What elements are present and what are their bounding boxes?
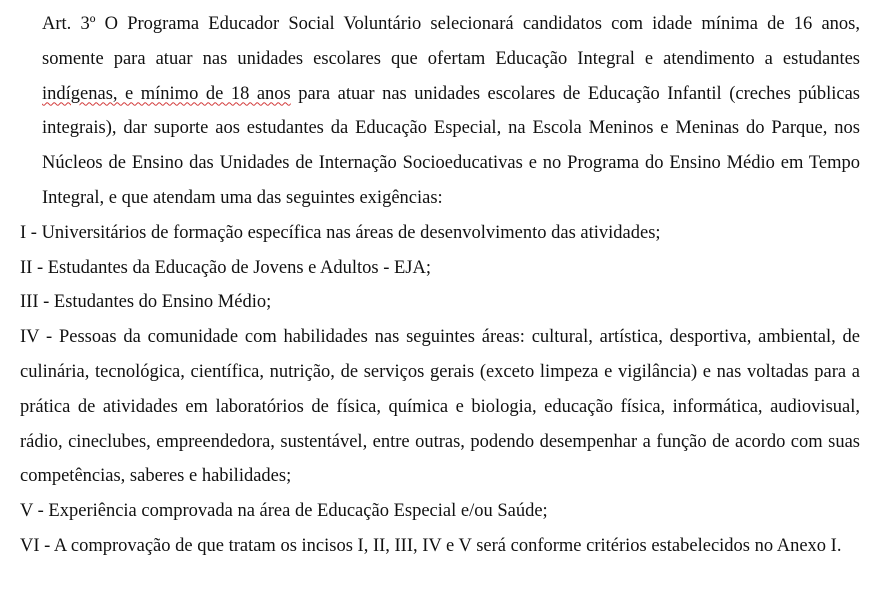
item-iii: III - Estudantes do Ensino Médio;: [20, 292, 272, 313]
spellcheck-flagged-text: indígenas, e mínimo de 18 anos: [42, 83, 291, 104]
item-vi: VI - A comprovação de que tratam os incisos I, II, III, IV e V será conforme critérios estabelecidos no Anexo I.: [20, 535, 842, 556]
item-ii: II - Estudantes da Educação de Jovens e Adultos - EJA;: [20, 257, 432, 278]
document-body: [20, 7, 860, 564]
article-3-text-end: para atuar nas unidades escolares de Educação Infantil (creches públicas integrais), dar suporte aos estudantes da Educação Especial, na Escola Meninos e Meninas do Parque, nos Núcleos de Ensino das Unidades de Internação Socioeducativas e no Programa do Ensino Médio em Tempo Integral, e que atendam uma das seguintes exigências:: [42, 83, 860, 208]
article-3-paragraph: [20, 7, 860, 216]
item-i: I - Universitários de formação específica nas áreas de desenvolvimento das atividades;: [20, 222, 661, 243]
item-v: V - Experiência comprovada na área de Educação Especial e/ou Saúde;: [20, 501, 548, 522]
article-3-text-start: Art. 3º O Programa Educador Social Voluntário selecionará candidatos com idade mínima de 16 anos, somente para atuar nas unidades escolares que ofertam Educação Integral e atendimento a estudantes: [42, 14, 860, 69]
item-iv: IV - Pessoas da comunidade com habilidades nas seguintes áreas: cultural, artística, desportiva, ambiental, de culinária, tecnológica, científica, nutrição, de serviços gerais (exceto limpeza e vigilância) e nas voltadas para a prática de atividades em laboratórios de física, química e biologia, educação física, informática, audiovisual, rádio, cineclubes, empreendedora, sustentável, entre outras, podendo desempenhar a função de acordo com suas competências, saberes e habilidades;: [20, 327, 860, 487]
